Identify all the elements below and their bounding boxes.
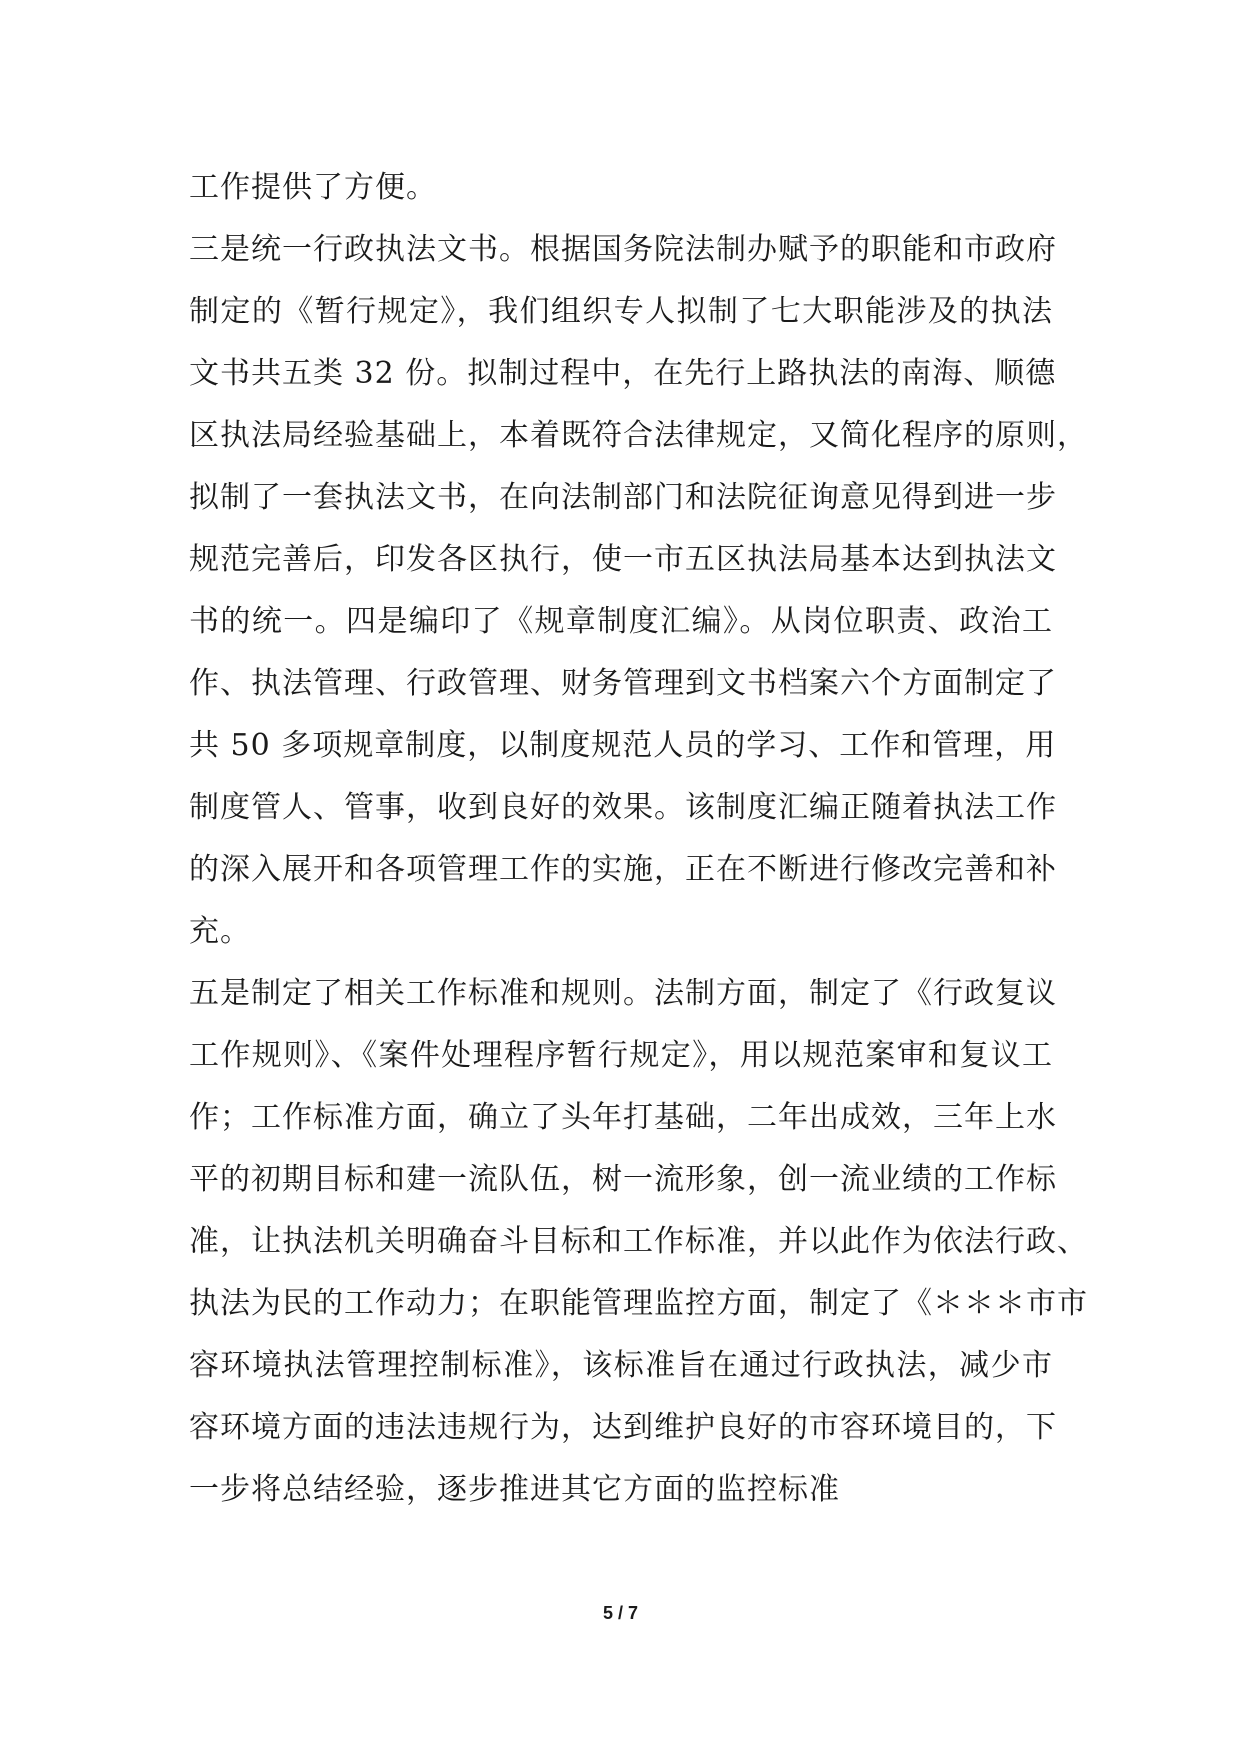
text-line: 一步将总结经验，逐步推进其它方面的监控标准: [189, 1472, 840, 1507]
text-line: 书的统一。四是编印了《规章制度汇编》。从岗位职责、政治工: [189, 604, 1053, 639]
text-line: 制度管人、管事，收到良好的效果。该制度汇编正随着执法工作: [189, 790, 1057, 825]
text-line: 工作提供了方便。: [189, 170, 437, 205]
text-line: 容环境方面的违法违规行为，达到维护良好的市容环境目的，下: [189, 1410, 1057, 1445]
text-line: 工作规则》、《案件处理程序暂行规定》，用以规范案审和复议工: [189, 1038, 1053, 1073]
text-line: 平的初期目标和建一流队伍，树一流形象，创一流业绩的工作标: [189, 1162, 1057, 1197]
text-line: 制定的《暂行规定》，我们组织专人拟制了七大职能涉及的执法: [189, 294, 1053, 329]
text-line: 准，让执法机关明确奋斗目标和工作标准，并以此作为依法行政、: [189, 1224, 1088, 1259]
text-line: 三是统一行政执法文书。根据国务院法制办赋予的职能和市政府: [189, 232, 1057, 267]
text-line: 作；工作标准方面，确立了头年打基础，二年出成效，三年上水: [189, 1100, 1057, 1135]
text-line: 的深入展开和各项管理工作的实施，正在不断进行修改完善和补: [189, 852, 1057, 887]
body-text: [189, 157, 1088, 1521]
text-line: 执法为民的工作动力；在职能管理监控方面，制定了《＊＊＊市市: [189, 1286, 1088, 1321]
text-line: 区执法局经验基础上，本着既符合法律规定，又简化程序的原则，: [189, 418, 1088, 453]
text-line: 作、执法管理、行政管理、财务管理到文书档案六个方面制定了: [189, 666, 1057, 701]
text-line: 容环境执法管理控制标准》，该标准旨在通过行政执法，减少市: [189, 1348, 1053, 1383]
text-line: 五是制定了相关工作标准和规则。法制方面，制定了《行政复议: [189, 976, 1057, 1011]
text-line: 规范完善后，印发各区执行，使一市五区执法局基本达到执法文: [189, 542, 1057, 577]
text-line: 充。: [189, 914, 251, 949]
text-line: 拟制了一套执法文书，在向法制部门和法院征询意见得到进一步: [189, 480, 1057, 515]
text-line: 共 50 多项规章制度，以制度规范人员的学习、工作和管理，用: [189, 728, 1057, 763]
text-line: 文书共五类 32 份。拟制过程中，在先行上路执法的南海、顺德: [189, 356, 1057, 391]
page-number: 5 / 7: [602, 1603, 639, 1623]
